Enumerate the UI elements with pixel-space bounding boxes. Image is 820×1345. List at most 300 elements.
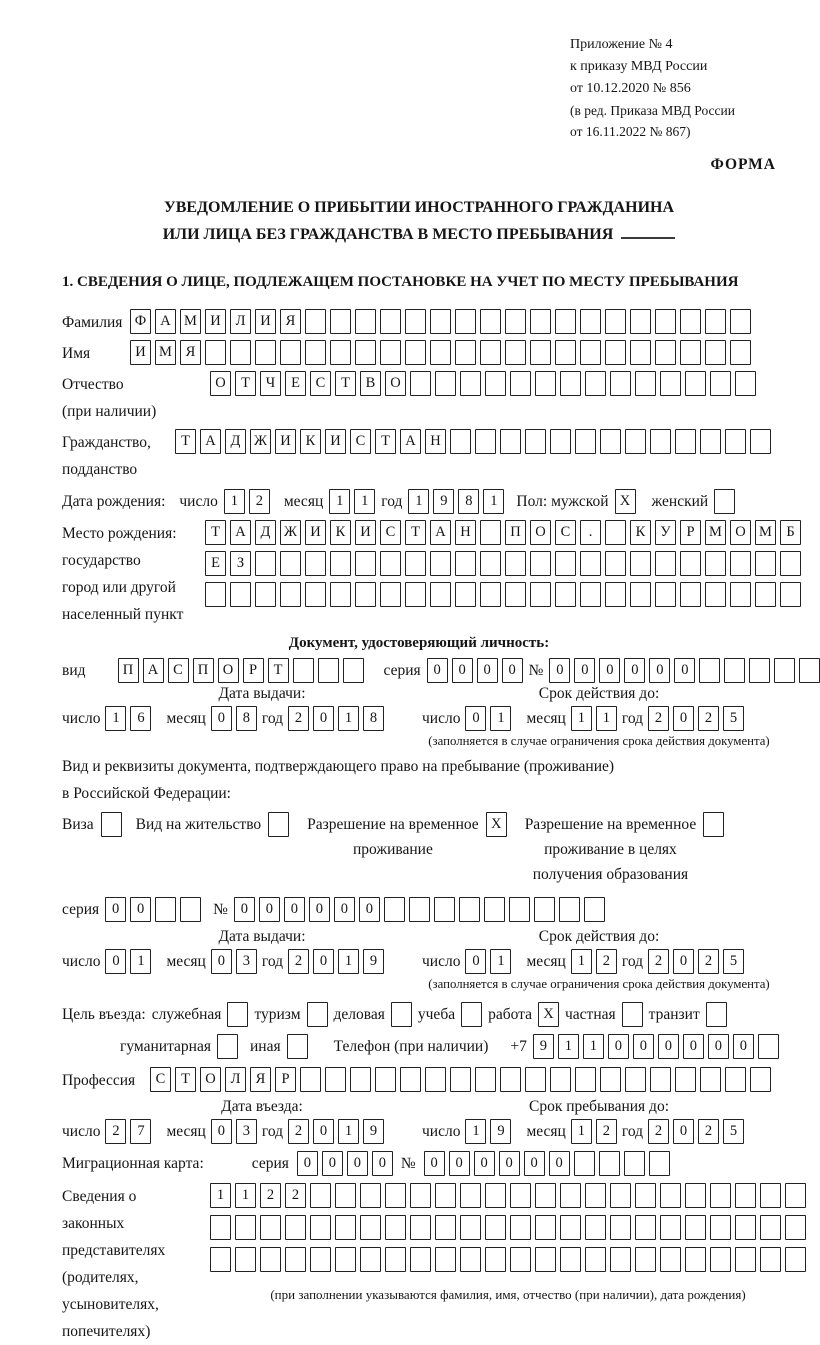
char-box-filled[interactable]: С bbox=[380, 520, 401, 545]
char-box-filled[interactable]: А bbox=[200, 429, 221, 454]
char-box[interactable] bbox=[355, 309, 376, 334]
char-box-filled[interactable]: 0 bbox=[524, 1151, 545, 1176]
char-box-filled[interactable]: К bbox=[330, 520, 351, 545]
char-box[interactable] bbox=[585, 371, 606, 396]
char-box-filled[interactable]: 2 bbox=[288, 949, 309, 974]
char-box-filled[interactable]: З bbox=[230, 551, 251, 576]
char-box[interactable] bbox=[605, 520, 626, 545]
char-box[interactable] bbox=[255, 340, 276, 365]
char-box[interactable] bbox=[434, 897, 455, 922]
char-box[interactable] bbox=[227, 1002, 248, 1027]
char-box-filled[interactable]: С bbox=[150, 1067, 171, 1092]
char-box-filled[interactable]: 1 bbox=[583, 1034, 604, 1059]
char-box-filled[interactable]: Л bbox=[230, 309, 251, 334]
char-box[interactable] bbox=[455, 340, 476, 365]
char-box[interactable] bbox=[410, 1215, 431, 1240]
char-box-filled[interactable]: 2 bbox=[288, 1119, 309, 1144]
char-box-filled[interactable]: С bbox=[168, 658, 189, 683]
char-box[interactable] bbox=[575, 429, 596, 454]
char-box-filled[interactable]: . bbox=[580, 520, 601, 545]
char-box-filled[interactable]: 5 bbox=[723, 949, 744, 974]
char-box[interactable] bbox=[180, 897, 201, 922]
char-box[interactable] bbox=[660, 371, 681, 396]
char-box[interactable] bbox=[409, 897, 430, 922]
char-box[interactable] bbox=[780, 551, 801, 576]
char-box[interactable] bbox=[360, 1215, 381, 1240]
char-box[interactable] bbox=[685, 1183, 706, 1208]
char-box-filled[interactable]: О bbox=[385, 371, 406, 396]
char-box[interactable] bbox=[774, 658, 795, 683]
char-box[interactable] bbox=[330, 309, 351, 334]
char-box[interactable] bbox=[480, 340, 501, 365]
char-box[interactable] bbox=[355, 340, 376, 365]
char-box[interactable] bbox=[425, 1067, 446, 1092]
char-box-filled[interactable]: 1 bbox=[490, 706, 511, 731]
char-box[interactable] bbox=[335, 1215, 356, 1240]
char-box-filled[interactable]: Р bbox=[680, 520, 701, 545]
char-box[interactable] bbox=[585, 1183, 606, 1208]
char-box-filled[interactable]: 0 bbox=[234, 897, 255, 922]
char-box[interactable] bbox=[285, 1247, 306, 1272]
char-box-filled[interactable]: 0 bbox=[673, 1119, 694, 1144]
char-box-filled[interactable]: 0 bbox=[130, 897, 151, 922]
char-box[interactable] bbox=[385, 1183, 406, 1208]
char-box-filled[interactable]: 0 bbox=[211, 1119, 232, 1144]
char-box[interactable] bbox=[760, 1215, 781, 1240]
char-box-filled[interactable]: 0 bbox=[297, 1151, 318, 1176]
char-box[interactable] bbox=[655, 309, 676, 334]
char-box-filled[interactable]: 1 bbox=[235, 1183, 256, 1208]
char-box[interactable] bbox=[760, 1247, 781, 1272]
char-box[interactable] bbox=[475, 1067, 496, 1092]
char-box-filled[interactable]: 0 bbox=[105, 897, 126, 922]
char-box[interactable] bbox=[580, 551, 601, 576]
char-box-filled[interactable]: Т bbox=[175, 1067, 196, 1092]
char-box[interactable] bbox=[755, 582, 776, 607]
char-box[interactable] bbox=[574, 1151, 595, 1176]
char-box[interactable] bbox=[384, 897, 405, 922]
char-box[interactable] bbox=[460, 1183, 481, 1208]
char-box-filled[interactable]: 1 bbox=[483, 489, 504, 514]
char-box-filled[interactable]: 0 bbox=[499, 1151, 520, 1176]
char-box-filled[interactable]: И bbox=[275, 429, 296, 454]
char-box[interactable] bbox=[710, 1215, 731, 1240]
char-box[interactable] bbox=[391, 1002, 412, 1027]
char-box-filled[interactable]: 0 bbox=[673, 706, 694, 731]
char-box-filled[interactable]: А bbox=[430, 520, 451, 545]
char-box[interactable] bbox=[675, 1067, 696, 1092]
char-box[interactable] bbox=[435, 371, 456, 396]
char-box-filled[interactable]: 0 bbox=[372, 1151, 393, 1176]
char-box[interactable] bbox=[305, 309, 326, 334]
char-box-filled[interactable]: Т bbox=[205, 520, 226, 545]
char-box-filled[interactable]: 0 bbox=[465, 949, 486, 974]
char-box[interactable] bbox=[735, 1247, 756, 1272]
char-box-filled[interactable]: П bbox=[505, 520, 526, 545]
char-box[interactable] bbox=[685, 1215, 706, 1240]
char-box[interactable] bbox=[435, 1183, 456, 1208]
char-box-filled[interactable]: 0 bbox=[549, 1151, 570, 1176]
char-box-filled[interactable]: 1 bbox=[571, 949, 592, 974]
char-box[interactable] bbox=[699, 658, 720, 683]
char-box-filled[interactable]: 9 bbox=[363, 949, 384, 974]
char-box-filled[interactable]: 0 bbox=[474, 1151, 495, 1176]
char-box[interactable] bbox=[155, 897, 176, 922]
char-box-filled[interactable]: Р bbox=[243, 658, 264, 683]
char-box[interactable] bbox=[455, 582, 476, 607]
char-box[interactable] bbox=[335, 1183, 356, 1208]
char-box-filled[interactable]: Н bbox=[455, 520, 476, 545]
char-box-filled[interactable]: 2 bbox=[596, 949, 617, 974]
char-box[interactable] bbox=[735, 1183, 756, 1208]
char-box[interactable] bbox=[750, 429, 771, 454]
char-box-filled[interactable]: И bbox=[325, 429, 346, 454]
char-box[interactable] bbox=[710, 1247, 731, 1272]
char-box-filled[interactable]: 6 bbox=[130, 706, 151, 731]
char-box-filled[interactable]: О bbox=[218, 658, 239, 683]
char-box[interactable] bbox=[505, 551, 526, 576]
char-box[interactable] bbox=[705, 309, 726, 334]
char-box[interactable] bbox=[730, 551, 751, 576]
char-box-filled[interactable]: 1 bbox=[558, 1034, 579, 1059]
char-box[interactable] bbox=[600, 1067, 621, 1092]
char-box-filled[interactable]: X bbox=[486, 812, 507, 837]
char-box[interactable] bbox=[635, 371, 656, 396]
char-box[interactable] bbox=[685, 371, 706, 396]
char-box-filled[interactable]: X bbox=[615, 489, 636, 514]
char-box-filled[interactable]: Я bbox=[280, 309, 301, 334]
char-box[interactable] bbox=[380, 551, 401, 576]
char-box-filled[interactable]: 2 bbox=[648, 706, 669, 731]
char-box[interactable] bbox=[461, 1002, 482, 1027]
char-box[interactable] bbox=[655, 551, 676, 576]
char-box-filled[interactable]: 0 bbox=[105, 949, 126, 974]
char-box[interactable] bbox=[785, 1247, 806, 1272]
char-box[interactable] bbox=[530, 551, 551, 576]
char-box[interactable] bbox=[480, 582, 501, 607]
char-box[interactable] bbox=[758, 1034, 779, 1059]
char-box[interactable] bbox=[705, 551, 726, 576]
char-box-filled[interactable]: 0 bbox=[424, 1151, 445, 1176]
char-box[interactable] bbox=[405, 309, 426, 334]
char-box-filled[interactable]: 2 bbox=[648, 1119, 669, 1144]
char-box-filled[interactable]: 0 bbox=[449, 1151, 470, 1176]
char-box-filled[interactable]: 0 bbox=[733, 1034, 754, 1059]
char-box-filled[interactable]: 0 bbox=[624, 658, 645, 683]
char-box-filled[interactable]: X bbox=[538, 1002, 559, 1027]
char-box[interactable] bbox=[660, 1215, 681, 1240]
char-box[interactable] bbox=[410, 1183, 431, 1208]
char-box-filled[interactable]: 1 bbox=[224, 489, 245, 514]
char-box[interactable] bbox=[750, 1067, 771, 1092]
char-box-filled[interactable]: А bbox=[400, 429, 421, 454]
char-box-filled[interactable]: И bbox=[130, 340, 151, 365]
char-box[interactable] bbox=[455, 309, 476, 334]
char-box[interactable] bbox=[730, 309, 751, 334]
char-box[interactable] bbox=[680, 309, 701, 334]
char-box[interactable] bbox=[280, 340, 301, 365]
char-box[interactable] bbox=[630, 340, 651, 365]
char-box-filled[interactable]: Н bbox=[425, 429, 446, 454]
char-box[interactable] bbox=[405, 582, 426, 607]
char-box-filled[interactable]: С bbox=[310, 371, 331, 396]
char-box[interactable] bbox=[360, 1183, 381, 1208]
char-box[interactable] bbox=[710, 371, 731, 396]
char-box[interactable] bbox=[300, 1067, 321, 1092]
char-box-filled[interactable]: Ф bbox=[130, 309, 151, 334]
char-box[interactable] bbox=[400, 1067, 421, 1092]
char-box[interactable] bbox=[217, 1034, 238, 1059]
char-box-filled[interactable]: 0 bbox=[284, 897, 305, 922]
char-box[interactable] bbox=[430, 582, 451, 607]
char-box-filled[interactable]: 0 bbox=[477, 658, 498, 683]
char-box[interactable] bbox=[600, 429, 621, 454]
char-box-filled[interactable]: 1 bbox=[408, 489, 429, 514]
char-box[interactable] bbox=[555, 340, 576, 365]
char-box-filled[interactable]: 1 bbox=[210, 1183, 231, 1208]
char-box[interactable] bbox=[622, 1002, 643, 1027]
char-box-filled[interactable]: Ж bbox=[280, 520, 301, 545]
char-box-filled[interactable]: 2 bbox=[288, 706, 309, 731]
char-box[interactable] bbox=[380, 340, 401, 365]
char-box[interactable] bbox=[535, 371, 556, 396]
char-box-filled[interactable]: 1 bbox=[571, 706, 592, 731]
char-box[interactable] bbox=[484, 897, 505, 922]
char-box[interactable] bbox=[287, 1034, 308, 1059]
char-box-filled[interactable]: Е bbox=[205, 551, 226, 576]
char-box-filled[interactable]: 7 bbox=[130, 1119, 151, 1144]
char-box[interactable] bbox=[703, 812, 724, 837]
char-box-filled[interactable]: Т bbox=[375, 429, 396, 454]
char-box[interactable] bbox=[500, 429, 521, 454]
char-box[interactable] bbox=[450, 429, 471, 454]
char-box-filled[interactable]: Ч bbox=[260, 371, 281, 396]
char-box-filled[interactable]: 0 bbox=[309, 897, 330, 922]
char-box-filled[interactable]: 2 bbox=[260, 1183, 281, 1208]
char-box[interactable] bbox=[235, 1215, 256, 1240]
char-box-filled[interactable]: 0 bbox=[673, 949, 694, 974]
char-box-filled[interactable]: 8 bbox=[363, 706, 384, 731]
char-box-filled[interactable]: 0 bbox=[452, 658, 473, 683]
char-box[interactable] bbox=[625, 1067, 646, 1092]
char-box[interactable] bbox=[630, 309, 651, 334]
char-box[interactable] bbox=[343, 658, 364, 683]
char-box-filled[interactable]: 1 bbox=[130, 949, 151, 974]
char-box-filled[interactable]: 0 bbox=[649, 658, 670, 683]
char-box[interactable] bbox=[605, 340, 626, 365]
char-box[interactable] bbox=[310, 1183, 331, 1208]
char-box[interactable] bbox=[480, 309, 501, 334]
char-box-filled[interactable]: 2 bbox=[105, 1119, 126, 1144]
char-box-filled[interactable]: Б bbox=[780, 520, 801, 545]
char-box-filled[interactable]: 0 bbox=[359, 897, 380, 922]
char-box[interactable] bbox=[610, 1183, 631, 1208]
char-box[interactable] bbox=[680, 582, 701, 607]
char-box[interactable] bbox=[459, 897, 480, 922]
char-box[interactable] bbox=[230, 340, 251, 365]
char-box-filled[interactable]: А bbox=[230, 520, 251, 545]
char-box-filled[interactable]: 9 bbox=[433, 489, 454, 514]
char-box[interactable] bbox=[575, 1067, 596, 1092]
char-box[interactable] bbox=[730, 340, 751, 365]
char-box-filled[interactable]: Т bbox=[175, 429, 196, 454]
char-box[interactable] bbox=[525, 429, 546, 454]
char-box-filled[interactable]: К bbox=[630, 520, 651, 545]
char-box[interactable] bbox=[650, 1067, 671, 1092]
char-box[interactable] bbox=[485, 371, 506, 396]
char-box-filled[interactable]: 1 bbox=[105, 706, 126, 731]
char-box[interactable] bbox=[460, 1215, 481, 1240]
char-box-filled[interactable]: 3 bbox=[236, 1119, 257, 1144]
char-box[interactable] bbox=[310, 1215, 331, 1240]
char-box[interactable] bbox=[510, 1183, 531, 1208]
char-box[interactable] bbox=[585, 1247, 606, 1272]
char-box[interactable] bbox=[625, 429, 646, 454]
char-box-filled[interactable]: И bbox=[205, 309, 226, 334]
char-box[interactable] bbox=[500, 1067, 521, 1092]
char-box[interactable] bbox=[749, 658, 770, 683]
char-box[interactable] bbox=[580, 582, 601, 607]
char-box-filled[interactable]: И bbox=[355, 520, 376, 545]
char-box[interactable] bbox=[610, 1215, 631, 1240]
char-box[interactable] bbox=[260, 1247, 281, 1272]
char-box-filled[interactable]: 3 bbox=[236, 949, 257, 974]
char-box-filled[interactable]: 1 bbox=[338, 949, 359, 974]
char-box[interactable] bbox=[785, 1215, 806, 1240]
char-box[interactable] bbox=[785, 1183, 806, 1208]
char-box[interactable] bbox=[305, 582, 326, 607]
char-box[interactable] bbox=[255, 582, 276, 607]
char-box-filled[interactable]: О bbox=[730, 520, 751, 545]
char-box[interactable] bbox=[680, 340, 701, 365]
char-box-filled[interactable]: 8 bbox=[458, 489, 479, 514]
char-box[interactable] bbox=[555, 309, 576, 334]
char-box-filled[interactable]: Д bbox=[255, 520, 276, 545]
char-box[interactable] bbox=[635, 1183, 656, 1208]
char-box[interactable] bbox=[460, 371, 481, 396]
char-box-filled[interactable]: 0 bbox=[633, 1034, 654, 1059]
char-box-filled[interactable]: 0 bbox=[599, 658, 620, 683]
char-box[interactable] bbox=[534, 897, 555, 922]
char-box-filled[interactable]: 0 bbox=[427, 658, 448, 683]
char-box[interactable] bbox=[605, 551, 626, 576]
char-box-filled[interactable]: 0 bbox=[683, 1034, 704, 1059]
char-box[interactable] bbox=[450, 1067, 471, 1092]
char-box[interactable] bbox=[375, 1067, 396, 1092]
char-box[interactable] bbox=[535, 1247, 556, 1272]
char-box-filled[interactable]: 0 bbox=[502, 658, 523, 683]
char-box-filled[interactable]: 0 bbox=[574, 658, 595, 683]
char-box-filled[interactable]: 8 bbox=[236, 706, 257, 731]
char-box[interactable] bbox=[530, 582, 551, 607]
char-box-filled[interactable]: 1 bbox=[338, 1119, 359, 1144]
char-box-filled[interactable]: М bbox=[155, 340, 176, 365]
char-box[interactable] bbox=[293, 658, 314, 683]
char-box[interactable] bbox=[660, 1247, 681, 1272]
char-box[interactable] bbox=[624, 1151, 645, 1176]
char-box[interactable] bbox=[330, 340, 351, 365]
char-box[interactable] bbox=[310, 1247, 331, 1272]
char-box-filled[interactable]: Т bbox=[405, 520, 426, 545]
char-box[interactable] bbox=[610, 371, 631, 396]
char-box-filled[interactable]: П bbox=[118, 658, 139, 683]
char-box-filled[interactable]: 0 bbox=[708, 1034, 729, 1059]
char-box-filled[interactable]: К bbox=[300, 429, 321, 454]
char-box[interactable] bbox=[705, 582, 726, 607]
char-box-filled[interactable]: О bbox=[530, 520, 551, 545]
char-box[interactable] bbox=[360, 1247, 381, 1272]
char-box[interactable] bbox=[280, 551, 301, 576]
char-box[interactable] bbox=[210, 1215, 231, 1240]
char-box[interactable] bbox=[635, 1215, 656, 1240]
char-box-filled[interactable]: Т bbox=[235, 371, 256, 396]
char-box[interactable] bbox=[584, 897, 605, 922]
char-box-filled[interactable]: О bbox=[200, 1067, 221, 1092]
char-box[interactable] bbox=[510, 371, 531, 396]
char-box[interactable] bbox=[799, 658, 820, 683]
char-box-filled[interactable]: 5 bbox=[723, 706, 744, 731]
char-box[interactable] bbox=[510, 1215, 531, 1240]
char-box-filled[interactable]: 9 bbox=[490, 1119, 511, 1144]
char-box[interactable] bbox=[268, 812, 289, 837]
char-box[interactable] bbox=[330, 551, 351, 576]
char-box[interactable] bbox=[505, 309, 526, 334]
char-box[interactable] bbox=[555, 582, 576, 607]
char-box[interactable] bbox=[525, 1067, 546, 1092]
char-box[interactable] bbox=[550, 1067, 571, 1092]
char-box[interactable] bbox=[335, 1247, 356, 1272]
char-box[interactable] bbox=[650, 429, 671, 454]
char-box[interactable] bbox=[780, 582, 801, 607]
char-box-filled[interactable]: 2 bbox=[698, 706, 719, 731]
char-box[interactable] bbox=[101, 812, 122, 837]
char-box-filled[interactable]: Я bbox=[180, 340, 201, 365]
char-box[interactable] bbox=[730, 582, 751, 607]
char-box[interactable] bbox=[430, 551, 451, 576]
char-box-filled[interactable]: М bbox=[755, 520, 776, 545]
char-box-filled[interactable]: А bbox=[143, 658, 164, 683]
char-box[interactable] bbox=[635, 1247, 656, 1272]
char-box-filled[interactable]: 5 bbox=[723, 1119, 744, 1144]
char-box-filled[interactable]: 2 bbox=[285, 1183, 306, 1208]
char-box[interactable] bbox=[760, 1183, 781, 1208]
char-box-filled[interactable]: М bbox=[180, 309, 201, 334]
char-box-filled[interactable]: 1 bbox=[571, 1119, 592, 1144]
char-box[interactable] bbox=[705, 340, 726, 365]
char-box[interactable] bbox=[655, 340, 676, 365]
char-box[interactable] bbox=[555, 551, 576, 576]
char-box-filled[interactable]: У bbox=[655, 520, 676, 545]
char-box-filled[interactable]: 2 bbox=[648, 949, 669, 974]
char-box[interactable] bbox=[330, 582, 351, 607]
char-box[interactable] bbox=[706, 1002, 727, 1027]
char-box[interactable] bbox=[285, 1215, 306, 1240]
char-box[interactable] bbox=[560, 1183, 581, 1208]
char-box[interactable] bbox=[685, 1247, 706, 1272]
char-box[interactable] bbox=[585, 1215, 606, 1240]
char-box[interactable] bbox=[205, 582, 226, 607]
char-box[interactable] bbox=[660, 1183, 681, 1208]
char-box[interactable] bbox=[480, 520, 501, 545]
char-box-filled[interactable]: 0 bbox=[549, 658, 570, 683]
char-box[interactable] bbox=[755, 551, 776, 576]
char-box-filled[interactable]: 0 bbox=[313, 949, 334, 974]
char-box[interactable] bbox=[410, 1247, 431, 1272]
char-box[interactable] bbox=[605, 309, 626, 334]
char-box-filled[interactable]: 9 bbox=[533, 1034, 554, 1059]
char-box[interactable] bbox=[305, 340, 326, 365]
char-box[interactable] bbox=[210, 1247, 231, 1272]
